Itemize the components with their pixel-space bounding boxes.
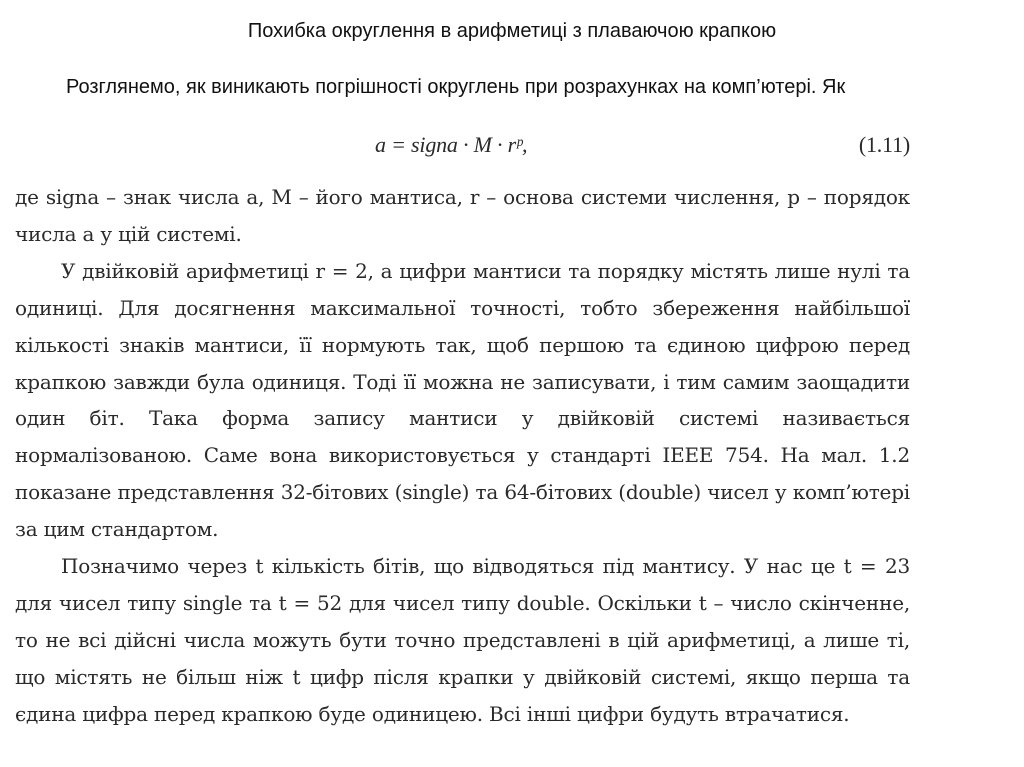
formula-row (15, 125, 910, 165)
slide-intro: Розглянемо, як виникають погрішності округлень при розрахунках на комп’ютері. Як (66, 76, 846, 98)
paragraph-definitions: де signa – знак числа a, M – його мантиса, r – основа системи числення, p – порядок числа a у цій системі. (15, 185, 910, 246)
slide-title: Похибка округлення в арифметиці з плаваючою крапкою (247, 20, 777, 42)
formula: a = signa · M · rᵖ, (375, 132, 528, 157)
scanned-text-page (15, 125, 910, 733)
paragraph-binary-arithmetic: У двійковій арифметиці r = 2, а цифри мантиси та порядку містять лише нулі та одиниці. Для досягнення максимальної точності, тобто збереження найбільшої кількості знаків мантиси, її нормують так, щоб першою та єдиною цифрою перед крапкою завжди була одиниця. Тоді її можна не записувати, і тим самим заощадити один біт. Така форма запису мантиси у двійковій системі називається нормалізованою. Саме вона використовується у стандарті IEEE 754. На мал. 1.2 показане представлення 32-бітових (single) та 64-бітових (double) чисел у комп’ютері за цим стандартом. (15, 258, 910, 542)
paragraph-mantissa-bits: Позначимо через t кількість бітів, що відводяться під мантису. У нас це t = 23 для чисел типу single та t = 52 для чисел типу double. Оскільки t – число скінченне, то не всі дійсні числа можуть бути точно представлені в цій арифметиці, а лише ті, що містять не більш ніж t цифр після крапки у двійковій системі, якщо перша та єдина цифра перед крапкою буде одиницею. Всі інші цифри будуть втрачатися. (15, 554, 910, 726)
equation-number: (1.11) (858, 132, 910, 157)
